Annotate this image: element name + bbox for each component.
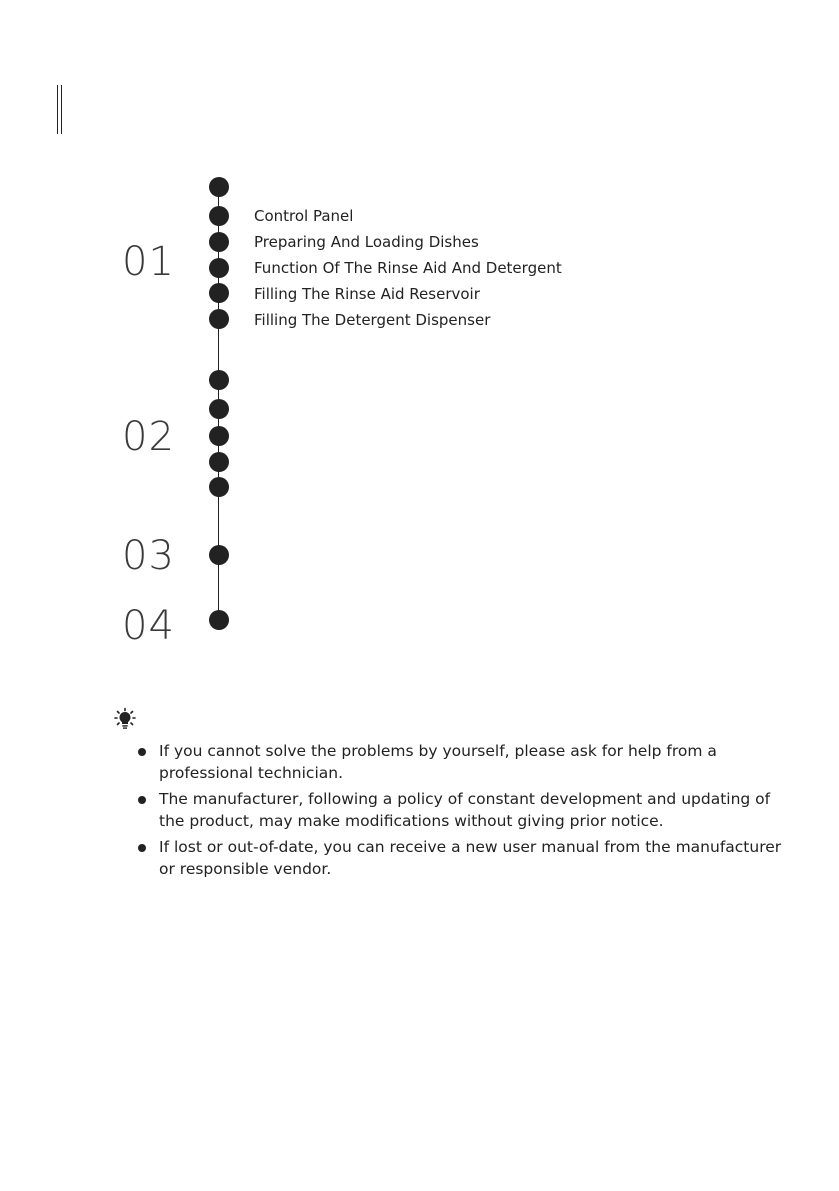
section-number-03: 03 — [122, 533, 175, 579]
lightbulb-icon — [113, 707, 137, 731]
timeline-dot — [209, 610, 229, 630]
list-item — [138, 788, 788, 832]
bullet-icon — [138, 844, 146, 852]
list-item — [138, 740, 788, 784]
timeline-dot — [209, 258, 229, 278]
timeline-dot — [209, 309, 229, 329]
section-number-04: 04 — [122, 603, 175, 649]
toc-item-control-panel: Control Panel — [254, 207, 354, 225]
toc-item-preparing-loading: Preparing And Loading Dishes — [254, 233, 479, 251]
timeline-dot — [209, 545, 229, 565]
section-01-item-list — [254, 205, 562, 335]
toc-item-rinse-aid-function: Function Of The Rinse Aid And Detergent — [254, 259, 562, 277]
timeline-dot — [209, 232, 229, 252]
timeline-dot — [209, 206, 229, 226]
note-text: The manufacturer, following a policy of constant development and updating of the product, may make modifications without giving prior notice. — [159, 790, 771, 830]
note-text: If you cannot solve the problems by yourself, please ask for help from a professional technician. — [159, 742, 717, 782]
timeline-dot — [209, 370, 229, 390]
toc-item-rinse-aid-reservoir: Filling The Rinse Aid Reservoir — [254, 285, 480, 303]
list-item — [138, 836, 788, 880]
timeline-dot — [209, 283, 229, 303]
bullet-icon — [138, 748, 146, 756]
timeline-dot — [209, 177, 229, 197]
timeline-dot — [209, 399, 229, 419]
title-marker — [57, 85, 62, 134]
timeline-dot — [209, 477, 229, 497]
bullet-icon — [138, 796, 146, 804]
timeline-dot — [209, 452, 229, 472]
toc-item-detergent-dispenser: Filling The Detergent Dispenser — [254, 311, 491, 329]
section-number-01: 01 — [122, 239, 175, 285]
tip-notes-list — [138, 740, 788, 884]
timeline-dot — [209, 426, 229, 446]
note-text: If lost or out-of-date, you can receive a new user manual from the manufacturer or responsible vendor. — [159, 838, 782, 878]
section-number-02: 02 — [122, 414, 175, 460]
